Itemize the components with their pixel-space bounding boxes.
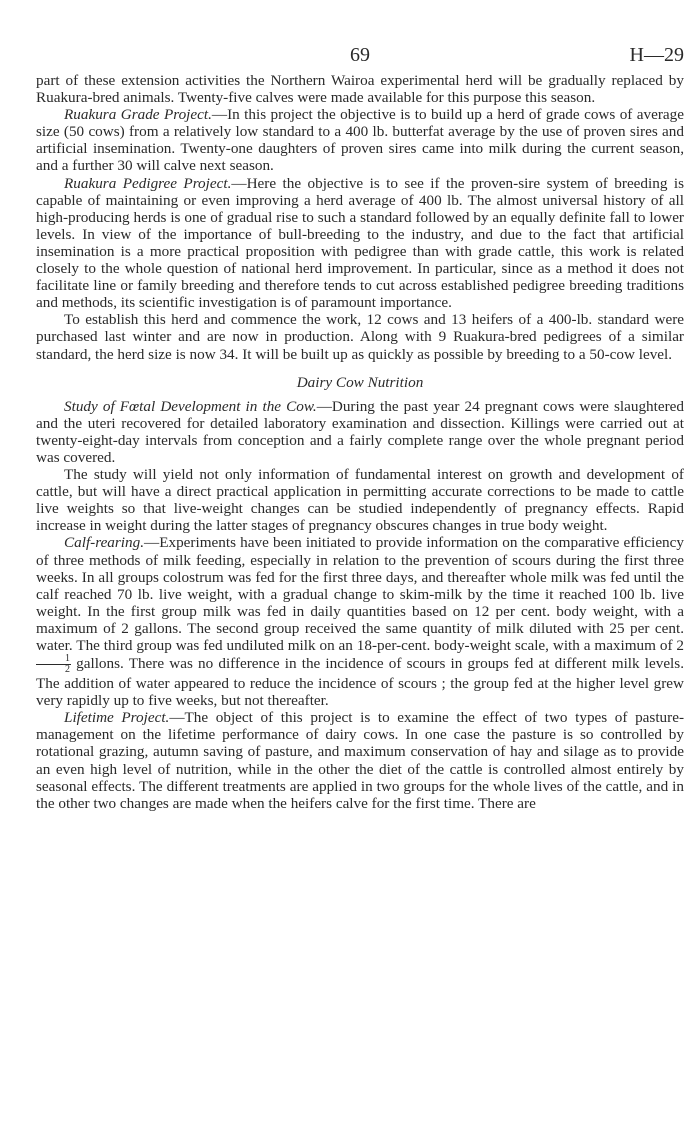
paragraph-text: —In this project the objective is to build up a herd of grade cows of average size (50 cows) from a relatively low standard to a 400 lb. butterfat average by the use of proven sires and artificial insemination. Twenty-one daughters of proven sires came into milk during the current season, and a further 30 will calve next season. [36,106,684,175]
run-in-heading: Ruakura Grade Project. [64,106,212,124]
paragraph-text: The study will yield not only information of fundamental interest on growth and development of cattle, but will have a direct practical application in permitting accurate corrections to be made to cattle live weights so that live-weight changes can be studied independently of pregnancy effects. Rapid increase in weight during the latter stages of pregnancy obscures changes in true body weight. [36,466,684,535]
paragraph-text: part of these extension activities the Northern Wairoa experimental herd will be gradually replaced by Ruakura-bred animals. Twenty-five calves were made available for this purpose this season. [36,72,684,107]
paragraph-text: To establish this herd and commence the work, 12 cows and 13 heifers of a 400-lb. standard were purchased last winter and are now in production. Along with 9 Ruakura-bred pedigrees of a similar standard, the herd size is now 34. It will be built up as quickly as possible by breeding to a 50-cow level. [36,311,684,363]
paragraph [36,398,684,466]
paragraph [36,106,684,174]
run-in-heading: Lifetime Project. [64,709,170,727]
paragraph [36,175,684,312]
run-in-heading: Study of Fœtal Development in the Cow. [64,397,317,415]
fraction-denominator: 2 [65,664,70,676]
paragraph-text: —During the past year 24 pregnant cows were slaughtered and the uteri recovered for detailed laboratory examination and dissection. Killings were carried out at twenty-eight-day intervals from conception and a fairly complete range over the whole pregnant period was covered. [36,397,684,466]
run-in-heading: Ruakura Pedigree Project. [64,174,232,192]
paragraph [36,709,684,812]
paragraph-text: —The object of this project is to examine the effect of two types of pasture-management on the lifetime performance of dairy cows. In one case the pasture is so controlled by rotational grazing, autumn saving of pasture, and maximum conservation of hay and silage as to provide an even high level of nutrition, while in the other the diet of the cattle is controlled almost entirely by seasonal effects. The different treatments are applied in two groups for the whole lives of the cattle, and in the other two changes are made when the heifers calve for the first time. There are [36,709,684,812]
page-number: 69 [350,44,370,66]
paragraph [36,466,684,534]
section-heading: Dairy Cow Nutrition [296,373,424,391]
fraction-numerator: 1 [36,654,71,665]
paragraph-text: —Here the objective is to see if the proven-sire system of breeding is capable of maintaining or even improving a herd average of 400 lb. The almost universal history of all high-producing herds is one of gradual rise to such a standard followed by an equally definite fall to lower levels. In view of the importance of bull-breeding to the industry, and due to the fact that artificial insemination is a more practical proposition with pedigree than with grade cattle, this work is related closely to the whole question of national herd improvement. In particular, since as a method it does not facilitate line or family breeding and therefore tends to cut across established pedigree breeding traditions and methods, its scientific investigation is of paramount importance. [36,174,684,312]
paragraph-text: gallons. There was no difference in the incidence of scours in groups fed at different milk levels. The addition of water appeared to reduce the incidence of scours ; the group fed at the higher level grew very rapidly up to five weeks, but not thereafter. [36,655,684,710]
fraction [36,654,71,675]
paragraph [36,534,684,709]
document-page [36,44,684,812]
document-reference: H—29 [629,44,684,66]
page-header [36,44,684,72]
paragraph [36,72,684,106]
paragraph [36,311,684,362]
body-text [36,72,684,812]
run-in-heading: Calf-rearing. [64,534,145,552]
paragraph-text: —Experiments have been initiated to provide information on the comparative efficiency of three methods of milk feeding, especially in relation to the prevention of scours during the first three weeks. In all groups colostrum was fed for the first three days, and thereafter whole milk was fed until the calf reached 70 lb. live weight, with a gradual change to skim-milk by the time it reached 100 lb. live weight. In the first group milk was fed in daily quantities based on 12 per cent. body weight, with a maximum of 2 gallons. The second group received the same quantity of milk diluted with 25 per cent. water. The third group was fed undiluted milk on an 18-per-cent. body-weight scale, with a maximum of 2 [36,534,684,654]
